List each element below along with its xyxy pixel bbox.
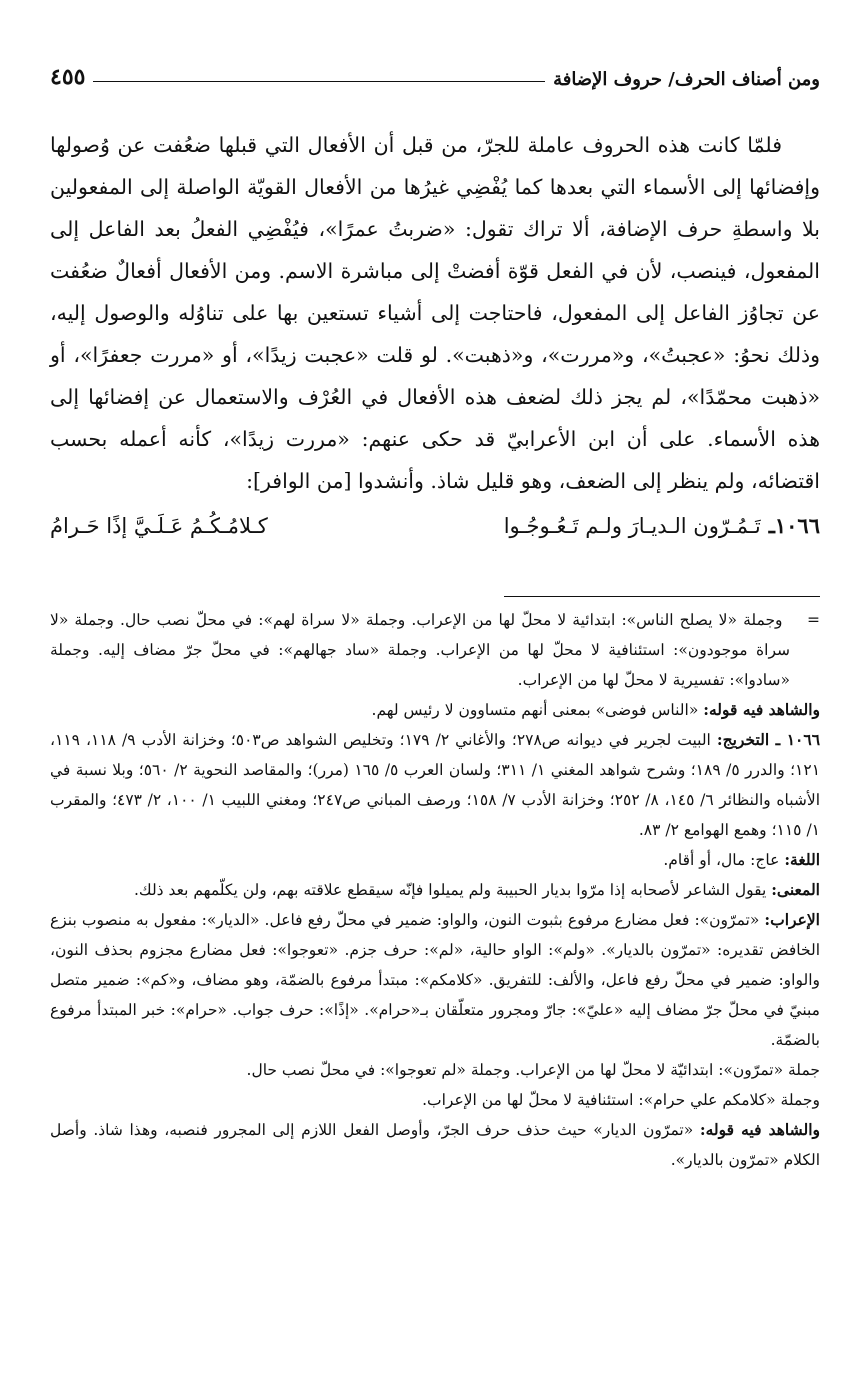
lugha-label: اللغة: <box>784 850 820 869</box>
irab-text: «تمرّون»: فعل مضارع مرفوع بثبوت النون، والواو: ضمير في محلّ رفع فاعل. «الديار»: مفعول به منصوب بنزع الخافض تقديره: «تمرّون بالديار». «ولم»: الواو حالية، «لم»: حرف جزم. «تعوجوا»: فعل مضارع مجزوم بحذف النون، والواو: ضمير في محلّ رفع فاعل، والألف: للتفريق. «كلامكم»: مبتدأ مرفوع بالضمّة، وهو مضاف، و«كم»: ضمير متصل مبنيّ في محلّ جرّ مضاف إليه «عليّ»: جارّ ومجرور متعلّقان بـ«حرام». «إذًا»: حرف جواب. «حرام»: خبر المبتدأ مرفوع بالضمّة. <box>50 911 820 1049</box>
verse-hemistich-second: كـلامُـكُـمُ عَـلَـيَّ إذًا حَـرامُ <box>50 514 268 538</box>
prev-shahid-label: والشاهد فيه قوله: <box>703 700 820 719</box>
footnote-jumal-1: جملة «تمرّون»: ابتدائيّة لا محلّ لها من الإعراب. وجملة «لم تعوجوا»: في محلّ نصب حال. <box>246 1061 820 1079</box>
lugha-text: عاج: مال، أو أقام. <box>663 851 780 869</box>
footnote-prev-shahid <box>50 695 820 725</box>
book-page <box>50 58 820 1175</box>
verse-hemistich-first: تَـمُـرّون الـديـارَ ولـم تَـعُـوجُـوا <box>503 514 761 538</box>
shahid-label: والشاهد فيه قوله: <box>699 1120 820 1139</box>
footnote-continued <box>50 605 820 695</box>
takhrij-text: البيت لجرير في ديوانه ص٢٧٨؛ والأغاني ٢/ ١٧٩؛ وتخليص الشواهد ص٥٠٣؛ وخزانة الأدب ٩/ ١١٨، ١١٩، ١٢١؛ والدرر ٥/ ١٨٩؛ وشرح شواهد المغني ١/ ٣١١؛ ولسان العرب ٥/ ١٦٥ (مرر)؛ والمقاصد النحوية ٢/ ٥٦٠؛ وبلا نسبة في الأشباه والنظائر ٦/ ١٤٥، ٨/ ٢٥٢؛ وخزانة الأدب ٧/ ١٥٨؛ ورصف المباني ص٢٤٧؛ ومغني اللبيب ١/ ١٠٠، ٢/ ٤٧٣؛ والمقرب ١/ ١١٥؛ وهمع الهوامع ٢/ ٨٣. <box>50 731 821 839</box>
footnote-rule <box>504 596 820 597</box>
shahid-text: «تمرّون الديار» حيث حذف حرف الجرّ، وأوصل الفعل اللازم إلى المجرور فنصبه، وهذا شاذ. وأصل الكلام «تمرّون بالديار». <box>50 1121 820 1169</box>
mana-text: يقول الشاعر لأصحابه إذا مرّوا بديار الحبيبة ولم يميلوا فإنّه سيقطع علاقته بهم، ولن يكلّمهم بعد ذلك. <box>133 881 767 899</box>
main-text <box>50 124 820 546</box>
page-header <box>50 58 820 90</box>
footnote-irab <box>50 905 820 1055</box>
irab-label: الإعراب: <box>764 910 820 929</box>
footnote-takhrij <box>50 725 820 845</box>
verse-number: ١٠٦٦ـ <box>768 513 820 538</box>
mana-label: المعنى: <box>771 880 820 899</box>
footnote-shahid <box>50 1115 820 1175</box>
takhrij-label: ١٠٦٦ ـ التخريج: <box>716 730 821 749</box>
footnote-mana <box>50 875 820 905</box>
running-title: ومن أصناف الحرف/ حروف الإضافة <box>553 69 820 90</box>
continued-text: وجملة «لا يصلح الناس»: ابتدائية لا محلّ لها من الإعراب. وجملة «لا سراة لهم»: في محلّ نصب حال. وجملة «لا سراة موجودون»: استئنافية لا محلّ لها من الإعراب. وجملة «ساد جهالهم»: في محلّ جرّ مضاف إليه. وجملة «سادوا»: تفسيرية لا محلّ لها من الإعراب. <box>50 611 790 689</box>
footnotes <box>50 605 820 1175</box>
continuation-marker: = <box>807 611 820 629</box>
verse-1066 <box>50 506 820 546</box>
header-rule <box>93 81 545 82</box>
footnote-lugha <box>50 845 820 875</box>
footnote-jumal-2: وجملة «كلامكم علي حرام»: استئنافية لا محلّ لها من الإعراب. <box>422 1091 820 1109</box>
prev-shahid-text: «الناس فوضى» بمعنى أنهم متساوون لا رئيس لهم. <box>371 701 699 719</box>
page-number: ٤٥٥ <box>50 64 86 90</box>
main-paragraph: فلمّا كانت هذه الحروف عاملة للجرّ، من قبل أن الأفعال التي قبلها ضعُفت عن وُصولها وإفضائها إلى الأسماء التي بعدها كما يُفْضِي غيرُها من الأفعال القويّة الواصلة إلى المفعولين بلا واسطةِ حرف الإضافة، ألا تراك تقول: «ضربتُ عمرًا»، فيُفْضِي الفعلُ بعد الفاعل إلى المفعول، فينصب، لأن في الفعل قوّة أفضتْ إلى مباشرة الاسم. ومن الأفعال أفعالٌ ضعُفت عن تجاوُز الفاعل إلى المفعول، فاحتاجت إلى أشياء تستعين بها على تناوُله والوصول إليه، وذلك نحوُ: «عجبتُ»، و«مررت»، و«ذهبت». لو قلت «عجبت زيدًا»، أو «مررت جعفرًا»، أو «ذهبت محمّدًا»، لم يجز ذلك لضعف هذه الأفعال في العُرْف والاستعمال عن إفضائها إلى هذه الأسماء. على أن ابن الأعرابيّ قد حكى عنهم: «مررت زيدًا»، كأنه أعمله بحسب اقتضائه، ولم ينظر إلى الضعف، وهو قليل شاذ. وأنشدوا [من الوافر]: <box>50 133 820 493</box>
